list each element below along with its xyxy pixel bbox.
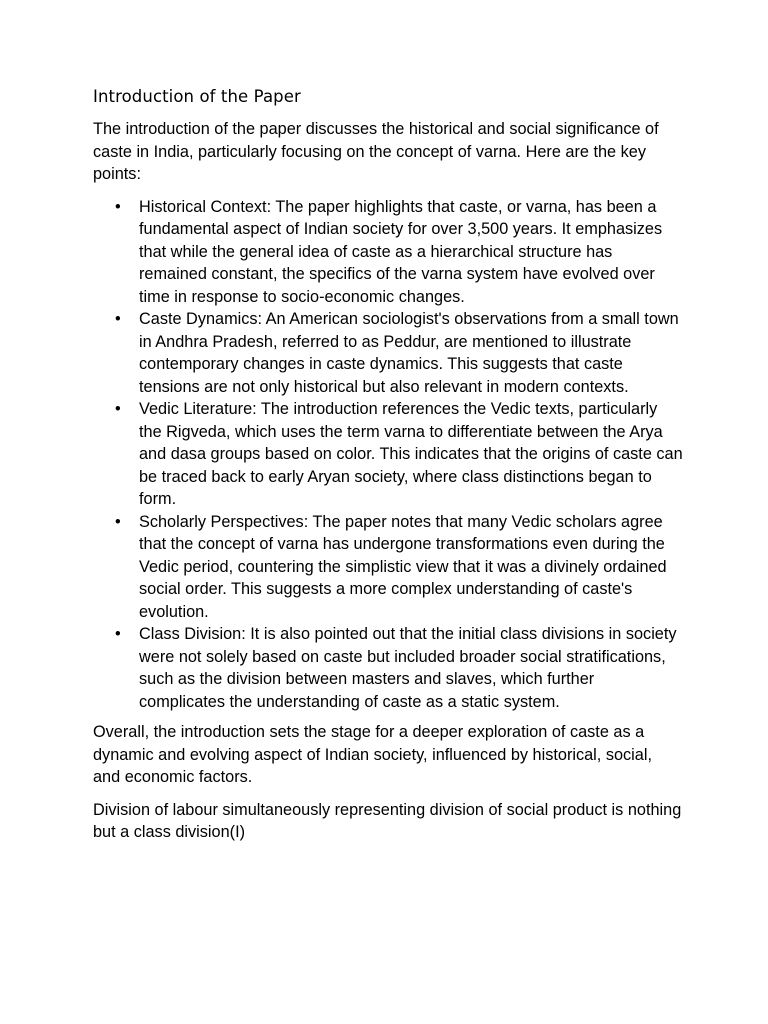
list-item (93, 196, 683, 309)
list-item (93, 398, 683, 511)
bullet-icon: • (115, 197, 121, 216)
key-points-list (93, 196, 683, 714)
list-item-text: Vedic Literature: The introduction references the Vedic texts, particularly the Rigveda, which uses the term varna to differentiate between the Arya and dasa groups based on color. This indicates that the origins of caste can be traced back to early Aryan society, where class distinctions began to form. (139, 400, 683, 508)
document-page (93, 86, 683, 854)
bullet-icon: • (115, 512, 121, 531)
list-item (93, 511, 683, 624)
conclusion-paragraph: Overall, the introduction sets the stage for a deeper exploration of caste as a dynamic and evolving aspect of Indian society, influenced by historical, social, and economic factors. (93, 723, 652, 786)
bullet-icon: • (115, 310, 121, 328)
list-item-text: Historical Context: The paper highlights that caste, or varna, has been a fundamental aspect of Indian society for over 3,500 years. It emphasizes that while the general idea of caste as a hierarchical structure has remained constant, the specifics of the varna system have evolved over time in response to socio-economic changes. (139, 197, 663, 306)
bullet-icon: • (115, 625, 121, 643)
list-item-text: Caste Dynamics: An American sociologist's observations from a small town in Andhra Pradesh, referred to as Peddur, are mentioned to illustrate contemporary changes in caste dynamics. This suggests that caste tensions are not only historical but also relevant in modern contexts. (139, 310, 679, 396)
list-item-text: Class Division: It is also pointed out that the initial class divisions in society were not solely based on caste but included broader social stratifications, such as the division between masters and slaves, which further complicates the understanding of caste as a static system. (139, 625, 677, 711)
closing-note-paragraph: Division of labour simultaneously representing division of social product is nothing but a class division(I) (93, 800, 682, 841)
list-item (93, 308, 683, 398)
list-item (93, 623, 683, 713)
intro-paragraph: The introduction of the paper discusses the historical and social significance of caste in India, particularly focusing on the concept of varna. Here are the key points: (93, 120, 659, 183)
list-item-text: Scholarly Perspectives: The paper notes that many Vedic scholars agree that the concept of varna has undergone transformations even during the Vedic period, countering the simplistic view that it was a divinely ordained social order. This suggests a more complex understanding of caste's evolution. (139, 512, 667, 621)
bullet-icon: • (115, 400, 121, 418)
page-title: Introduction of the Paper (93, 87, 301, 106)
